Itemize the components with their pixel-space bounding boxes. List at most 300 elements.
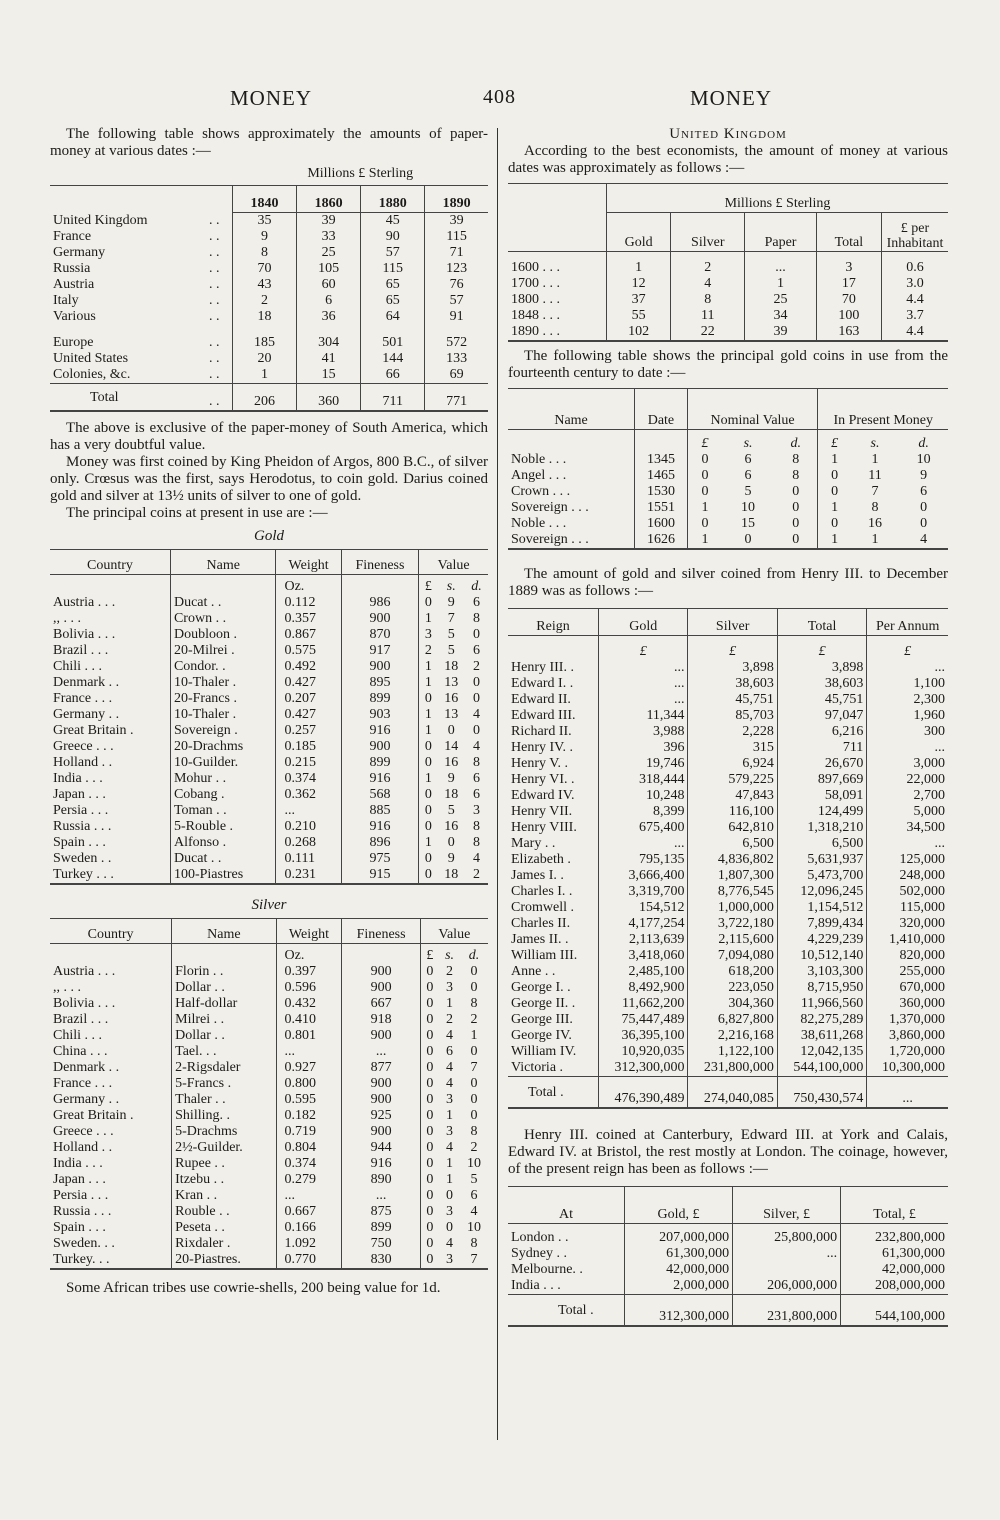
leader-dots: . . bbox=[209, 261, 220, 276]
cell-total: 1,154,512 bbox=[777, 900, 866, 916]
cell-weight: 0.374 bbox=[276, 1156, 342, 1172]
table-row bbox=[50, 1188, 488, 1204]
cell-present-shillings: 1 bbox=[871, 452, 879, 467]
year-1860: 1860 bbox=[297, 186, 361, 213]
cell-shillings: 2 bbox=[446, 1012, 454, 1027]
cell-value: 133 bbox=[425, 351, 488, 367]
cell-silver: 47,843 bbox=[688, 788, 777, 804]
cell-pounds: 0 bbox=[419, 819, 438, 835]
row-label: Colonies, &c. bbox=[53, 367, 131, 382]
table-row bbox=[508, 292, 948, 308]
cell-total: 61,300,000 bbox=[841, 1246, 948, 1262]
cell-name: Dollar . . bbox=[172, 1028, 276, 1044]
table-row bbox=[50, 803, 488, 819]
reign-total-silver: 274,040,085 bbox=[688, 1077, 777, 1109]
cell-total: 38,603 bbox=[777, 676, 866, 692]
cell-fineness: 870 bbox=[341, 627, 419, 643]
cell-pence: 0 bbox=[470, 980, 478, 995]
cell-shillings: 7 bbox=[447, 611, 455, 626]
cell-reign: Edward II. bbox=[511, 692, 571, 707]
cell-name: Sovereign . bbox=[170, 723, 276, 739]
cell-reign: Henry VII. bbox=[511, 804, 573, 819]
cell-pounds: 0 bbox=[419, 755, 438, 771]
table-row bbox=[50, 1012, 488, 1028]
cell-gold: 75,447,489 bbox=[599, 1012, 688, 1028]
cell-fineness: 877 bbox=[342, 1060, 420, 1076]
cell-country: Germany . . bbox=[53, 1092, 120, 1107]
table-row bbox=[50, 867, 488, 884]
mt-col-gold: Gold, £ bbox=[625, 1187, 733, 1224]
cell-shillings: 1 bbox=[446, 1108, 454, 1123]
cell-silver: 6,924 bbox=[688, 756, 777, 772]
cell-nominal-pounds: 0 bbox=[687, 484, 722, 500]
cell-pence: 2 bbox=[470, 1140, 478, 1155]
rg-col-total: Total bbox=[777, 609, 866, 636]
cell-silver: 579,225 bbox=[688, 772, 777, 788]
cell-nominal-pence: 0 bbox=[792, 532, 800, 547]
cell-nominal-pounds: 0 bbox=[687, 452, 722, 468]
table-row bbox=[508, 324, 948, 341]
cell-shillings: 3 bbox=[446, 1124, 454, 1139]
cell-silver: 1,807,300 bbox=[688, 868, 777, 884]
right-column bbox=[508, 126, 948, 1327]
cell-country: Spain . . . bbox=[53, 835, 106, 850]
cell-nominal-shillings: 10 bbox=[741, 500, 756, 515]
cell-gold: 154,512 bbox=[599, 900, 688, 916]
cell-shillings: 16 bbox=[444, 755, 459, 770]
cell-per-annum: 360,000 bbox=[867, 996, 948, 1012]
cell-country: Turkey. . . bbox=[53, 1252, 110, 1267]
mint-total-gold: 312,300,000 bbox=[625, 1295, 733, 1327]
cell-per-annum: 2,700 bbox=[867, 788, 948, 804]
cell-shillings: 2 bbox=[446, 964, 454, 979]
cell-country: ,, . . . bbox=[53, 980, 81, 995]
cell-shillings: 18 bbox=[444, 867, 459, 882]
cell-silver: 206,000,000 bbox=[733, 1278, 841, 1295]
cell-present-pounds: 0 bbox=[818, 468, 851, 484]
cell-fineness: 975 bbox=[341, 851, 419, 867]
table-row bbox=[508, 1012, 948, 1028]
cell-pounds: 0 bbox=[420, 1060, 439, 1076]
cell-coin-name: Noble . . . bbox=[511, 452, 567, 467]
cell-weight: 0.801 bbox=[276, 1028, 342, 1044]
cell-pounds: 0 bbox=[419, 595, 438, 611]
cell-name: 2-Rigsdaler bbox=[172, 1060, 276, 1076]
cell-country: ,, . . . bbox=[53, 611, 81, 626]
cell-date: 1465 bbox=[635, 468, 688, 484]
table-row bbox=[50, 595, 488, 611]
cell-reign: Elizabeth . bbox=[511, 852, 571, 867]
cell-total: 45,751 bbox=[777, 692, 866, 708]
table-row bbox=[50, 707, 488, 723]
col-weight: Weight bbox=[276, 919, 342, 944]
cell-total: 26,670 bbox=[777, 756, 866, 772]
table-row bbox=[50, 367, 488, 384]
cell-pence: 6 bbox=[473, 771, 481, 786]
row-label: Italy bbox=[53, 293, 79, 308]
cell-shillings: 9 bbox=[447, 771, 455, 786]
cell-date: 1600 bbox=[635, 516, 688, 532]
cell-mint: London . . bbox=[511, 1230, 569, 1245]
cell-weight: 0.166 bbox=[276, 1220, 342, 1236]
cell-pence: 6 bbox=[473, 595, 481, 610]
cell-present-shillings: 8 bbox=[871, 500, 879, 515]
cell-name: Mohur . . bbox=[170, 771, 276, 787]
cell-silver: 2,216,168 bbox=[688, 1028, 777, 1044]
uk-col-total: Total bbox=[816, 213, 881, 252]
mint-total-label: Total . bbox=[558, 1303, 594, 1318]
cell-name: 5-Rouble . bbox=[170, 819, 276, 835]
cell-pence: 0 bbox=[470, 1044, 478, 1059]
cell-silver: 8,776,545 bbox=[688, 884, 777, 900]
cell-value: 70 bbox=[816, 292, 881, 308]
table-row bbox=[50, 1220, 488, 1236]
cell-weight: 0.804 bbox=[276, 1140, 342, 1156]
paper-total-1890: 771 bbox=[425, 384, 488, 412]
cell-silver: 618,200 bbox=[688, 964, 777, 980]
cell-pence: 0 bbox=[473, 691, 481, 706]
unit-pound: £ bbox=[818, 430, 851, 453]
unit-pound: £ bbox=[687, 430, 722, 453]
cell-pounds: 0 bbox=[420, 1012, 439, 1028]
cell-name: 10-Thaler . bbox=[170, 675, 276, 691]
cell-reign: Henry IV. . bbox=[511, 740, 573, 755]
cell-pounds: 0 bbox=[419, 739, 438, 755]
cell-total: 12,096,245 bbox=[777, 884, 866, 900]
cell-name: Doubloon . bbox=[170, 627, 276, 643]
table-row bbox=[50, 964, 488, 980]
cell-country: Germany . . bbox=[53, 707, 120, 722]
cell-pence: 8 bbox=[473, 611, 481, 626]
cell-pence: 6 bbox=[470, 1188, 478, 1203]
cell-pounds: 1 bbox=[419, 611, 438, 627]
cell-fineness: 875 bbox=[342, 1204, 420, 1220]
row-label: France bbox=[53, 229, 92, 244]
cell-country: Bolivia . . . bbox=[53, 996, 116, 1011]
table-row bbox=[50, 627, 488, 643]
table-row bbox=[508, 964, 948, 980]
cell-weight: 0.595 bbox=[276, 1092, 342, 1108]
cell-country: Greece . . . bbox=[53, 1124, 114, 1139]
table-row bbox=[50, 1060, 488, 1076]
cell-pounds: 1 bbox=[419, 723, 438, 739]
cell-value: 65 bbox=[361, 277, 425, 293]
cell-total: 232,800,000 bbox=[841, 1224, 948, 1247]
cell-pence: 7 bbox=[470, 1060, 478, 1075]
cell-value: 45 bbox=[361, 213, 425, 230]
cell-gold: 2,000,000 bbox=[625, 1278, 733, 1295]
cell-name: Milrei . . bbox=[172, 1012, 276, 1028]
cell-per-annum: 1,410,000 bbox=[867, 932, 948, 948]
cell-pence: 6 bbox=[473, 643, 481, 658]
cowrie-footnote: Some African tribes use cowrie-shells, 200 being value for 1d. bbox=[66, 1280, 441, 1296]
cell-pounds: 1 bbox=[419, 707, 438, 723]
cell-fineness: 900 bbox=[342, 1124, 420, 1140]
cell-reign: Mary . . bbox=[511, 836, 556, 851]
cell-reign: Charles I. . bbox=[511, 884, 573, 899]
cell-weight: 0.374 bbox=[276, 771, 341, 787]
cell-silver: 223,050 bbox=[688, 980, 777, 996]
cell-weight: 0.231 bbox=[276, 867, 341, 884]
historic-coins-table bbox=[508, 388, 948, 552]
table-row bbox=[50, 1252, 488, 1269]
cell-weight: 0.432 bbox=[276, 996, 342, 1012]
cell-pounds: 0 bbox=[419, 691, 438, 707]
cell-shillings: 5 bbox=[447, 627, 455, 642]
paper-note: The above is exclusive of the paper-money of South America, which has a very doubtful value. bbox=[50, 420, 488, 453]
paper-group-header: Millions £ Sterling bbox=[233, 166, 489, 186]
cell-weight: 0.927 bbox=[276, 1060, 342, 1076]
cell-pounds: 0 bbox=[420, 1236, 439, 1252]
cell-gold: 396 bbox=[599, 740, 688, 756]
table-row bbox=[508, 252, 948, 277]
cell-country: France . . . bbox=[53, 691, 113, 706]
cell-reign: George III. bbox=[511, 1012, 573, 1027]
cell-reign: William III. bbox=[511, 948, 578, 963]
cell-country: China . . . bbox=[53, 1044, 108, 1059]
leader-dots: . . bbox=[209, 367, 220, 382]
cell-total: 5,473,700 bbox=[777, 868, 866, 884]
cell-name: Thaler . . bbox=[172, 1092, 276, 1108]
unit-shilling: s. bbox=[870, 436, 880, 451]
cell-value: 3 bbox=[816, 252, 881, 277]
cell-fineness: 890 bbox=[342, 1172, 420, 1188]
cell-nominal-pounds: 1 bbox=[687, 500, 722, 516]
cell-country: Holland . . bbox=[53, 1140, 113, 1155]
cell-pounds: 0 bbox=[420, 1172, 439, 1188]
cell-name: Florin . . bbox=[172, 964, 276, 980]
row-label: Austria bbox=[53, 277, 95, 292]
cell-silver: 85,703 bbox=[688, 708, 777, 724]
history-paragraph: Money was first coined by King Pheidon of Argos, 800 B.C., of silver only. Crœsus was the first, says Herodotus, to coin gold. Darius coined gold and silver at 13½ units of silver to one of gold. bbox=[50, 454, 488, 504]
table-row bbox=[508, 532, 948, 549]
row-label: Various bbox=[53, 309, 96, 324]
cell-value: 8 bbox=[671, 292, 745, 308]
cell-value: 39 bbox=[297, 213, 361, 230]
cell-pounds: 1 bbox=[419, 835, 438, 851]
paper-total-1860: 360 bbox=[297, 384, 361, 412]
cell-pence: 8 bbox=[470, 1236, 478, 1251]
table-row bbox=[50, 643, 488, 659]
cell-reign: Edward III. bbox=[511, 708, 576, 723]
table-row bbox=[508, 836, 948, 852]
cell-year: 1700 . . . bbox=[511, 276, 560, 291]
gold-title: Gold bbox=[254, 528, 284, 544]
running-head-left: MONEY bbox=[230, 86, 312, 110]
cell-value: 3.0 bbox=[882, 276, 949, 292]
cell-name: 20-Francs . bbox=[170, 691, 276, 707]
table-row bbox=[50, 229, 488, 245]
cell-total: 97,047 bbox=[777, 708, 866, 724]
cell-gold: 312,300,000 bbox=[599, 1060, 688, 1077]
cell-total: 124,499 bbox=[777, 804, 866, 820]
cell-per-annum: ... bbox=[867, 740, 948, 756]
cell-date: 1626 bbox=[635, 532, 688, 549]
cell-shillings: 0 bbox=[446, 1220, 454, 1235]
cell-fineness: 895 bbox=[341, 675, 419, 691]
cell-shillings: 3 bbox=[446, 1204, 454, 1219]
cell-pence: 0 bbox=[473, 723, 481, 738]
cell-total: 1,318,210 bbox=[777, 820, 866, 836]
uk-col-silver: Silver bbox=[671, 213, 745, 252]
unit-pence: d. bbox=[468, 948, 480, 963]
cell-value: 33 bbox=[297, 229, 361, 245]
cell-fineness: 916 bbox=[342, 1156, 420, 1172]
cell-gold: ... bbox=[599, 836, 688, 852]
cell-weight: 0.596 bbox=[276, 980, 342, 996]
cell-pence: 0 bbox=[470, 1092, 478, 1107]
unit-pence: d. bbox=[790, 436, 801, 451]
table-row bbox=[50, 1172, 488, 1188]
cell-nominal-pence: 8 bbox=[792, 468, 800, 483]
table-row bbox=[50, 1156, 488, 1172]
cell-fineness: 944 bbox=[342, 1140, 420, 1156]
rg-col-gold: Gold bbox=[599, 609, 688, 636]
table-row bbox=[508, 276, 948, 292]
table-row bbox=[508, 468, 948, 484]
cell-name: Dollar . . bbox=[172, 980, 276, 996]
cell-present-pounds: 0 bbox=[818, 516, 851, 532]
cell-fineness: 568 bbox=[341, 787, 419, 803]
col-value: Value bbox=[420, 919, 488, 944]
table-row bbox=[50, 309, 488, 325]
cell-reign: Cromwell . bbox=[511, 900, 574, 915]
cell-per-annum: 3,000 bbox=[867, 756, 948, 772]
cell-fineness: 900 bbox=[342, 964, 420, 980]
cell-coin-name: Sovereign . . . bbox=[511, 532, 589, 547]
cell-pence: 4 bbox=[473, 739, 481, 754]
col-fineness: Fineness bbox=[342, 919, 420, 944]
table-row bbox=[50, 851, 488, 867]
cell-pence: 8 bbox=[470, 996, 478, 1011]
cell-name: 5-Francs . bbox=[172, 1076, 276, 1092]
table-row bbox=[50, 819, 488, 835]
cell-total: 82,275,289 bbox=[777, 1012, 866, 1028]
cell-silver: 2,228 bbox=[688, 724, 777, 740]
cell-value: 17 bbox=[816, 276, 881, 292]
cell-country: Sweden . . bbox=[53, 851, 112, 866]
table-row bbox=[508, 1262, 948, 1278]
cell-value: 60 bbox=[297, 277, 361, 293]
cell-shillings: 14 bbox=[444, 739, 459, 754]
mint-total-total: 544,100,000 bbox=[841, 1295, 948, 1327]
cell-total: 11,966,560 bbox=[777, 996, 866, 1012]
cell-total: 12,042,135 bbox=[777, 1044, 866, 1060]
cell-country: Bolivia . . . bbox=[53, 627, 116, 642]
cell-name: Shilling. . bbox=[172, 1108, 276, 1124]
cell-country: Chili . . . bbox=[53, 1028, 103, 1043]
cell-pounds: 0 bbox=[420, 1252, 439, 1269]
hc-col-nominal: Nominal Value bbox=[687, 389, 818, 430]
cell-pounds: 0 bbox=[420, 1124, 439, 1140]
paper-total-1840: 206 bbox=[233, 384, 297, 412]
cell-pounds: 0 bbox=[420, 1092, 439, 1108]
table-row bbox=[50, 261, 488, 277]
cell-date: 1551 bbox=[635, 500, 688, 516]
cell-name: 20-Milrei . bbox=[170, 643, 276, 659]
cell-pounds: 0 bbox=[420, 1188, 439, 1204]
uk-col-per-inhabitant: £ per Inhabitant bbox=[882, 213, 949, 252]
cell-name: Kran . . bbox=[172, 1188, 276, 1204]
cell-pence: 0 bbox=[473, 675, 481, 690]
cell-shillings: 5 bbox=[447, 803, 455, 818]
cell-value: 12 bbox=[607, 276, 671, 292]
cell-name: 10-Guilder. bbox=[170, 755, 276, 771]
cell-fineness: 667 bbox=[342, 996, 420, 1012]
reign-intro: The amount of gold and silver coined from Henry III. to December 1889 was as follows :— bbox=[508, 566, 948, 599]
cell-per-annum: 22,000 bbox=[867, 772, 948, 788]
cell-reign: George I. . bbox=[511, 980, 571, 995]
cell-per-annum: 125,000 bbox=[867, 852, 948, 868]
table-row bbox=[508, 1028, 948, 1044]
cell-per-annum: 10,300,000 bbox=[867, 1060, 948, 1077]
cell-weight: 0.427 bbox=[276, 707, 341, 723]
cell-value: 35 bbox=[233, 213, 297, 230]
paper-money-table: Millions £ Sterling 1840 1860 1880 1890 United Kingdom . . 35 39 45 39 France . . 9 33 90 115 Germany . . 8 25 57 71 Russia . . 70 105 115 123 Austria . . 43 60 65 76 Italy . . 2 6 65 57 Various . . 18 36 64 91 Europe . . 185 304 501 572 United States . . 20 41 144 133 Colonies, &c. . . 1 15 66 69 Total . . 206 360 711 771 bbox=[50, 166, 488, 412]
cell-name: Rupee . . bbox=[172, 1156, 276, 1172]
table-row bbox=[508, 900, 948, 916]
cell-weight: 1.092 bbox=[276, 1236, 342, 1252]
cell-total: 208,000,000 bbox=[841, 1278, 948, 1295]
cell-weight: 0.210 bbox=[276, 819, 341, 835]
cell-per-annum: 670,000 bbox=[867, 980, 948, 996]
cell-pounds: 1 bbox=[419, 659, 438, 675]
cell-pence: 10 bbox=[467, 1156, 481, 1171]
cell-gold: 3,988 bbox=[599, 724, 688, 740]
uk-intro: According to the best economists, the amount of money at various dates was approximately as follows :— bbox=[508, 143, 948, 176]
cell-present-pence: 0 bbox=[920, 500, 928, 515]
cell-shillings: 4 bbox=[446, 1236, 454, 1251]
cell-pounds: 0 bbox=[420, 1140, 439, 1156]
table-row bbox=[50, 1236, 488, 1252]
cell-value: ... bbox=[745, 252, 816, 277]
cell-nominal-pounds: 0 bbox=[687, 468, 722, 484]
table-row bbox=[50, 996, 488, 1012]
cell-shillings: 9 bbox=[447, 851, 455, 866]
cell-reign: Henry III. . bbox=[511, 660, 574, 675]
table-row bbox=[508, 1060, 948, 1077]
table-row bbox=[50, 980, 488, 996]
cell-fineness: ... bbox=[342, 1044, 420, 1060]
cell-weight: 0.357 bbox=[276, 611, 341, 627]
cell-country: Russia . . . bbox=[53, 819, 112, 834]
cell-weight: 0.185 bbox=[276, 739, 341, 755]
table-row bbox=[50, 1140, 488, 1156]
year-1840: 1840 bbox=[233, 186, 297, 213]
table-row bbox=[508, 676, 948, 692]
cell-name: Itzebu . . bbox=[172, 1172, 276, 1188]
cell-country: France . . . bbox=[53, 1076, 113, 1091]
cell-silver: 315 bbox=[688, 740, 777, 756]
cell-gold: 207,000,000 bbox=[625, 1224, 733, 1247]
cell-reign: Henry VI. . bbox=[511, 772, 575, 787]
mint-table bbox=[508, 1186, 948, 1327]
cell-fineness: 900 bbox=[342, 980, 420, 996]
table-row bbox=[508, 708, 948, 724]
cell-country: Persia . . . bbox=[53, 1188, 109, 1203]
cell-shillings: 9 bbox=[447, 595, 455, 610]
cell-value: 185 bbox=[233, 335, 297, 351]
cell-pence: 8 bbox=[473, 819, 481, 834]
col-value: Value bbox=[419, 550, 488, 575]
cell-weight: ... bbox=[276, 803, 341, 819]
cell-fineness: 900 bbox=[342, 1076, 420, 1092]
unit-shilling: s. bbox=[446, 579, 456, 594]
table-row bbox=[50, 351, 488, 367]
cell-present-pence: 9 bbox=[920, 468, 928, 483]
cell-fineness: 916 bbox=[341, 723, 419, 739]
cell-shillings: 4 bbox=[446, 1028, 454, 1043]
